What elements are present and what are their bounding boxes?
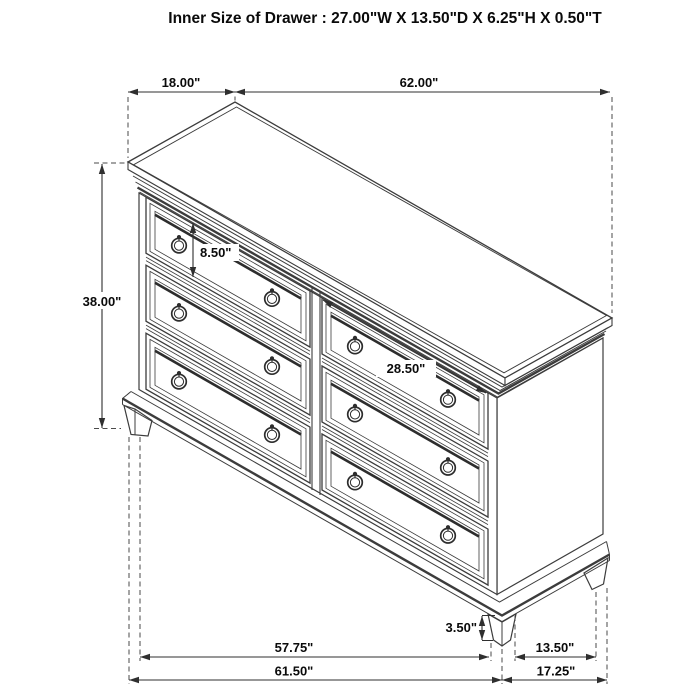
dim-label-foot-height: 3.50" [445, 620, 477, 635]
dresser-illustration [123, 102, 613, 646]
dim-label-top-width: 62.00" [399, 75, 439, 90]
dim-foot-height [436, 616, 495, 641]
dim-label-base-depth-inner: 13.50" [535, 640, 575, 655]
dim-height [74, 163, 130, 429]
dim-label-base-depth-outer: 17.25" [536, 663, 576, 679]
dim-label-top-depth: 18.00" [161, 75, 201, 90]
dim-base-depth-outer [502, 588, 607, 684]
dim-label-height: 38.00" [82, 294, 122, 309]
dim-label-drawer-width: 28.50" [386, 361, 426, 376]
dim-label-base-width-inner: 57.75" [274, 640, 314, 655]
diagram-title: Inner Size of Drawer : 27.00"W X 13.50"D X 6.25"H X 0.50"T [168, 10, 602, 27]
dim-label-base-width-outer: 61.50" [274, 663, 314, 679]
dim-label-drawer-face-height: 8.50" [200, 245, 232, 260]
